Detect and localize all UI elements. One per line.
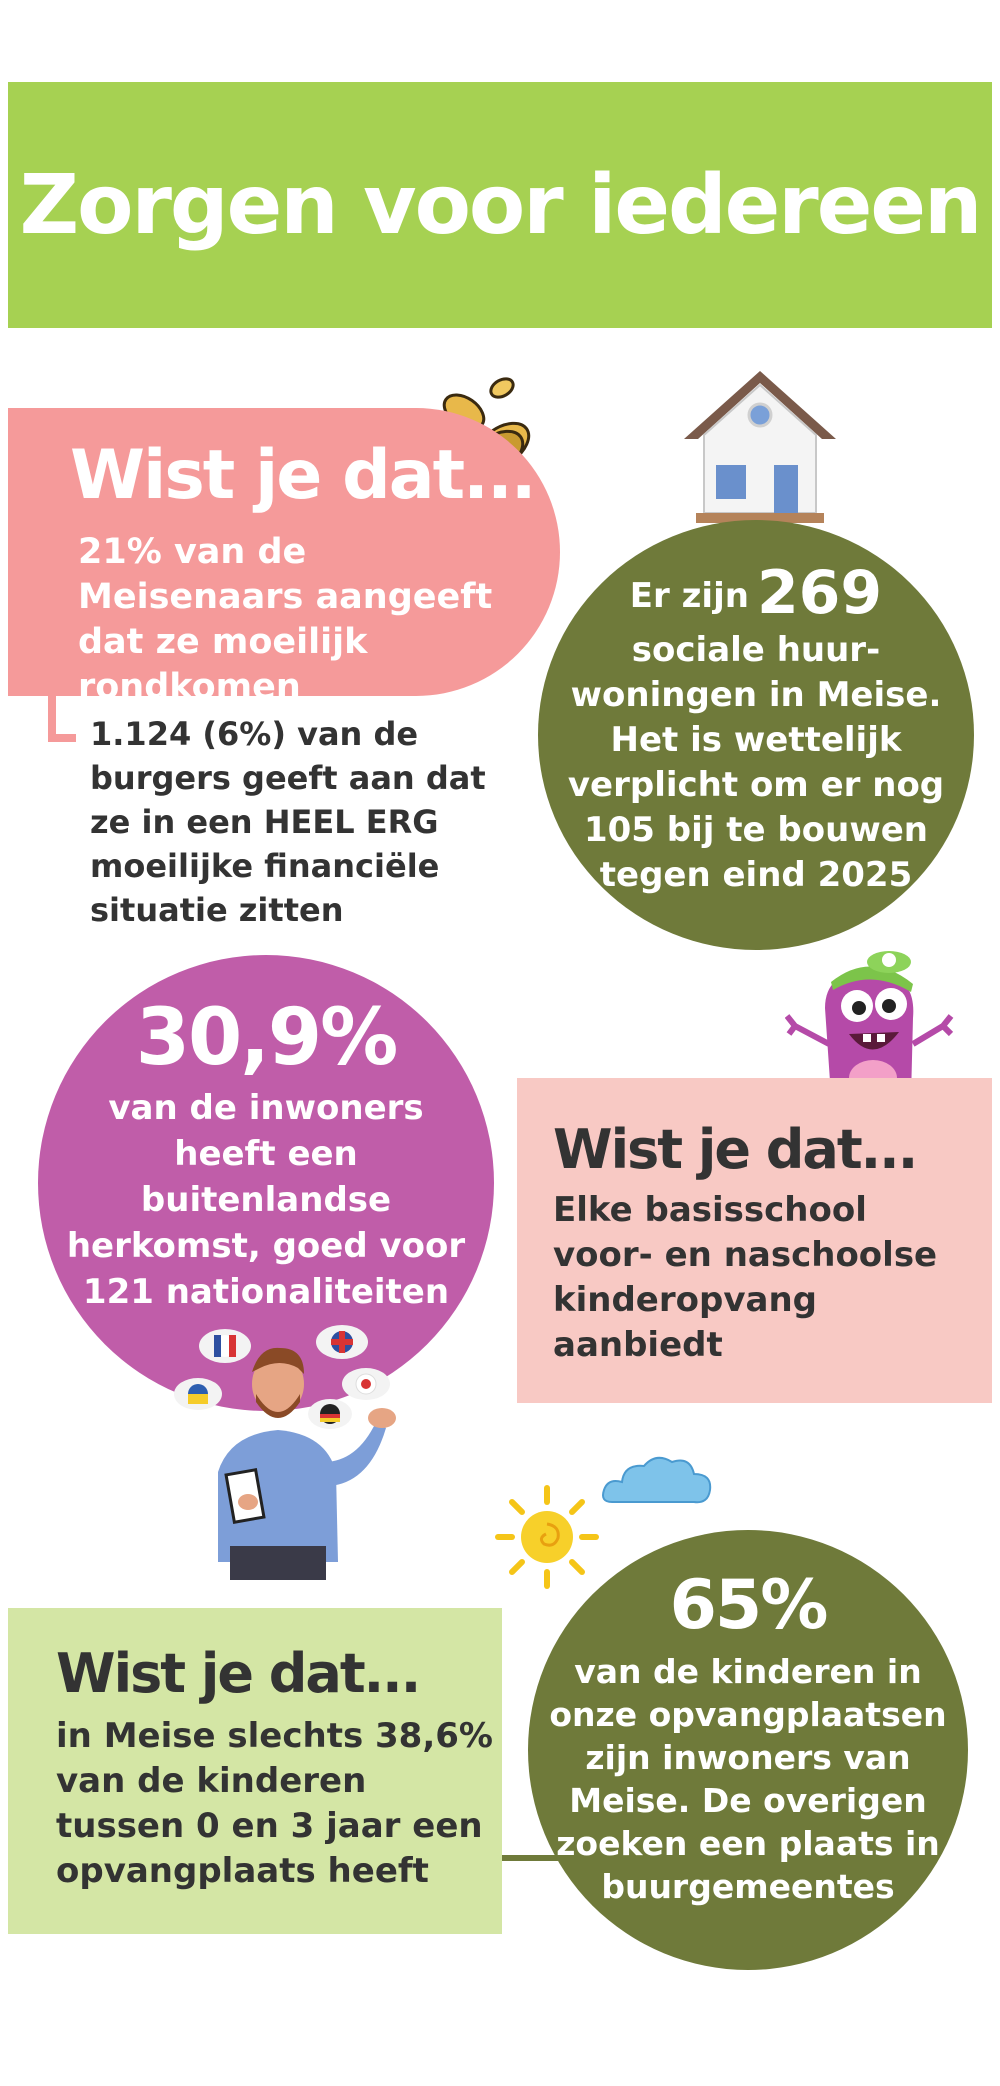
- income-subfact: 1.124 (6%) van de burgers geeft aan dat ze in een HEEL ERG moeilijke financiële situatie zitten: [90, 715, 486, 929]
- residents-body: van de kinderen in onze opvangplaatsen zijn inwoners van Meise. De overigen zoeken een plaats in buurgemeentes: [549, 1652, 947, 1906]
- housing-body: sociale huur-woningen in Meise. Het is wettelijk verplicht om er nog 105 bij te bouwen tegen eind 2025: [567, 630, 945, 895]
- origin-body: van de inwoners heeft een buitenlandse herkomst, goed voor 121 nationaliteiten: [66, 1088, 466, 1312]
- house-icon: [680, 365, 840, 525]
- bracket-connector: [48, 696, 76, 742]
- childcare-places-box: [8, 1608, 502, 1934]
- header-banner: [8, 82, 992, 328]
- childcare-places-heading: Wist je dat...: [56, 1642, 420, 1705]
- man-with-flags-icon: [170, 1322, 430, 1582]
- income-fact-box: [8, 408, 560, 707]
- childcare-places-fact: in Meise slechts 38,6% van de kinderen tussen 0 en 3 jaar een opvangplaats heeft: [56, 1716, 493, 1891]
- housing-circle: [538, 520, 974, 950]
- childcare-school-heading: Wist je dat...: [553, 1118, 917, 1181]
- origin-number: 30,9%: [135, 993, 397, 1083]
- housing-number: 269: [756, 558, 883, 628]
- childcare-school-box: [517, 1078, 992, 1403]
- residents-circle: [528, 1530, 968, 1970]
- income-heading: Wist je dat...: [70, 436, 535, 515]
- housing-lead: Er zijn: [629, 576, 749, 616]
- page-title: Zorgen voor iedereen: [19, 157, 981, 253]
- residents-number: 65%: [669, 1566, 827, 1645]
- cloud-icon: [600, 1452, 715, 1512]
- housing-lead-line: [538, 558, 974, 628]
- income-fact: 21% van de Meisenaars aangeeft dat ze moeilijk rondkomen: [78, 532, 493, 707]
- childcare-school-fact: Elke basisschool voor- en naschoolse kinderopvang aanbiedt: [553, 1190, 938, 1365]
